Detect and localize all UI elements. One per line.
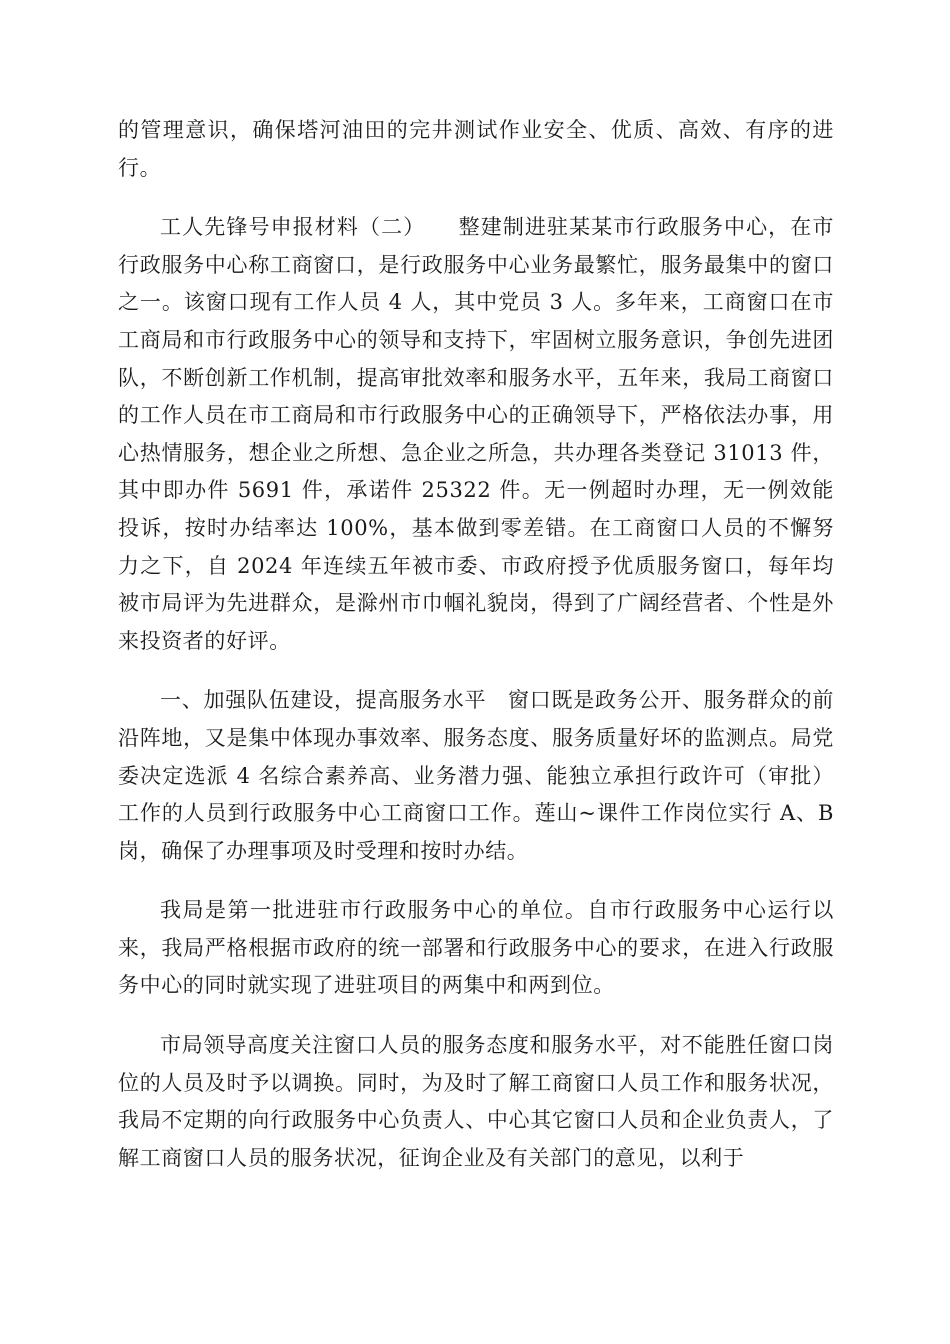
- paragraph-2-gap: [425, 215, 458, 239]
- paragraph-4-text: 我局是第一批进驻市行政服务中心的单位。自市行政服务中心运行以来，我局严格根据市政府的统一部署和行政服务中心的要求，在进入行政服务中心的同时就实现了进驻项目的两集中和两到位。: [118, 898, 834, 998]
- paragraph-2-lead: 工人先锋号申报材料（二）: [160, 215, 426, 240]
- paragraph-4: [118, 892, 834, 1005]
- paragraph-3-lead: 一、加强队伍建设，提高服务水平: [160, 688, 487, 713]
- paragraph-5: [118, 1027, 834, 1177]
- paragraph-1: [118, 112, 834, 187]
- paragraph-5-text: 市局领导高度关注窗口人员的服务态度和服务水平，对不能胜任窗口岗位的人员及时予以调换。同时，为及时了解工商窗口人员工作和服务状况，我局不定期的向行政服务中心负责人、中心其它窗口人员和企业负责人，了解工商窗口人员的服务状况，征询企业及有关部门的意见，以利于: [118, 1033, 834, 1170]
- document-page: [118, 112, 834, 1199]
- paragraph-3-text: 窗口既是政务公开、服务群众的前沿阵地，又是集中体现办事效率、服务态度、服务质量好坏的监测点。局党委决定选派 4 名综合素养高、业务潜力强、能独立承担行政许可（审批）工作的人员到行政服务中心工商窗口工作。莲山~课件工作岗位实行 A、B 岗，确保了办理事项及时受理和按时办结。: [118, 688, 835, 863]
- paragraph-2-text: 整建制进驻某某市行政服务中心，在市行政服务中心称工商窗口，是行政服务中心业务最繁忙，服务最集中的窗口之一。该窗口现有工作人员 4 人，其中党员 3 人。多年来，工商窗口在市工商局和市行政服务中心的领导和支持下，牢固树立服务意识，争创先进团队，不断创新工作机制，提高审批效率和服务水平，五年来，我局工商窗口的工作人员在市工商局和市行政服务中心的正确领导下，严格依法办事，用心热情服务，想企业之所想、急企业之所急，共办理各类登记 31013 件，其中即办件 5691 件，承诺件 25322 件。无一例超时办理，无一例效能投诉，按时办结率达 100%，基本做到零差错。在工商窗口人员的不懈努力之下，自 2024 年连续五年被市委、市政府授予优质服务窗口，每年均被市局评为先进群众，是滁州市巾帼礼貌岗，得到了广阔经营者、个性是外来投资者的好评。: [118, 215, 835, 653]
- paragraph-2: [118, 209, 834, 660]
- paragraph-3: [118, 682, 834, 870]
- paragraph-1-text: 的管理意识，确保塔河油田的完井测试作业安全、优质、高效、有序的进行。: [118, 118, 834, 180]
- paragraph-3-gap: [486, 688, 508, 712]
